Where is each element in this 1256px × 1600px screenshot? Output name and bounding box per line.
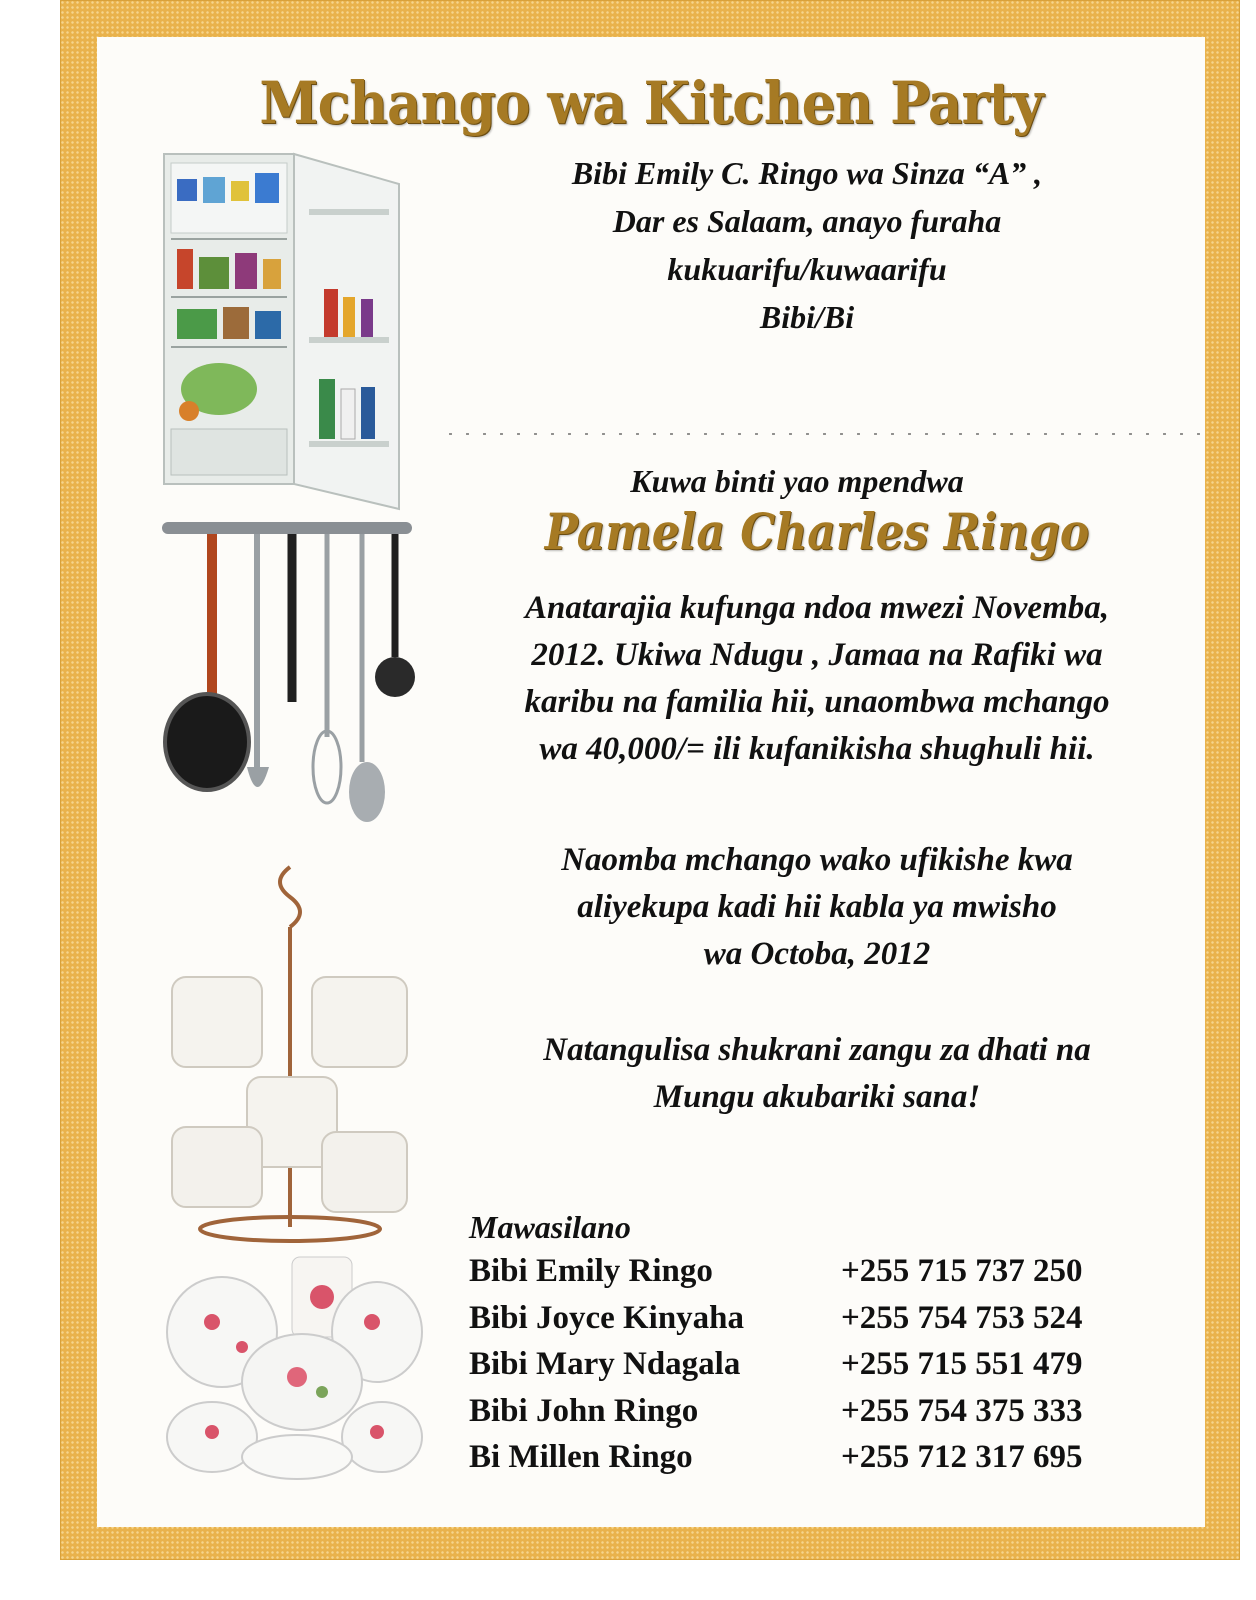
contact-name: Bibi Mary Ndagala (469, 1346, 741, 1382)
intro-line: Dar es Salaam, anayo furaha (612, 203, 1002, 239)
invitation-card (60, 0, 1240, 1560)
bride-name: Pamela Charles Ringo (544, 502, 1090, 561)
intro-text (457, 149, 1157, 341)
contact-row (469, 1253, 1169, 1300)
contact-phone: +255 712 317 695 (841, 1439, 1083, 1475)
paragraph-line: aliyekupa kadi hii kabla ya mwisho (577, 889, 1057, 925)
utensil-rack-illustration (157, 517, 427, 847)
paragraph-line: wa 40,000/= ili kufanikisha shughuli hii. (539, 731, 1095, 767)
paragraph-line: wa Octoba, 2012 (703, 936, 931, 972)
card-title: Mchango wa Kitchen Party (259, 69, 1043, 137)
contact-phone: +255 754 375 333 (841, 1392, 1083, 1429)
contact-row (469, 1393, 1169, 1440)
contact-phone: +255 715 737 250 (841, 1253, 1083, 1289)
contacts-title: Mawasilano (469, 1209, 631, 1245)
dinnerware-illustration (162, 1252, 427, 1487)
contact-row (469, 1346, 1169, 1393)
refrigerator-illustration (159, 149, 429, 519)
paragraph-line: Mungu akubariki sana! (653, 1079, 981, 1115)
contacts-list (469, 1253, 1169, 1486)
contact-name: Bibi Joyce Kinyaha (469, 1299, 745, 1336)
card-inner (97, 37, 1205, 1527)
contact-row (469, 1439, 1169, 1486)
contact-row (469, 1300, 1169, 1347)
contact-name: Bibi Emily Ringo (469, 1253, 713, 1289)
paragraph-2 (437, 837, 1197, 978)
mug-tree-illustration (162, 857, 422, 1247)
intro-line: kukuarifu/kuwaarifu (667, 251, 947, 287)
paragraph-line: Natangulisa shukrani zangu za dhati na (543, 1032, 1091, 1068)
paragraph-line: Anatarajia kufunga ndoa mwezi Novemba, (525, 590, 1109, 626)
contact-name: Bi Millen Ringo (469, 1439, 693, 1475)
paragraph-3 (437, 1027, 1197, 1121)
dotted-name-line (442, 432, 1202, 436)
paragraph-1 (417, 585, 1217, 773)
paragraph-line: karibu na familia hii, unaombwa mchango (524, 684, 1110, 720)
intro-line: Bibi Emily C. Ringo wa Sinza “A” , (571, 155, 1043, 191)
lead-text: Kuwa binti yao mpendwa (630, 463, 964, 499)
contact-phone: +255 715 551 479 (841, 1346, 1083, 1382)
paragraph-line: 2012. Ukiwa Ndugu , Jamaa na Rafiki wa (531, 637, 1103, 673)
contact-phone: +255 754 753 524 (841, 1299, 1083, 1336)
contact-name: Bibi John Ringo (469, 1392, 699, 1429)
intro-line: Bibi/Bi (759, 299, 855, 335)
paragraph-line: Naomba mchango wako ufikishe kwa (561, 842, 1073, 878)
